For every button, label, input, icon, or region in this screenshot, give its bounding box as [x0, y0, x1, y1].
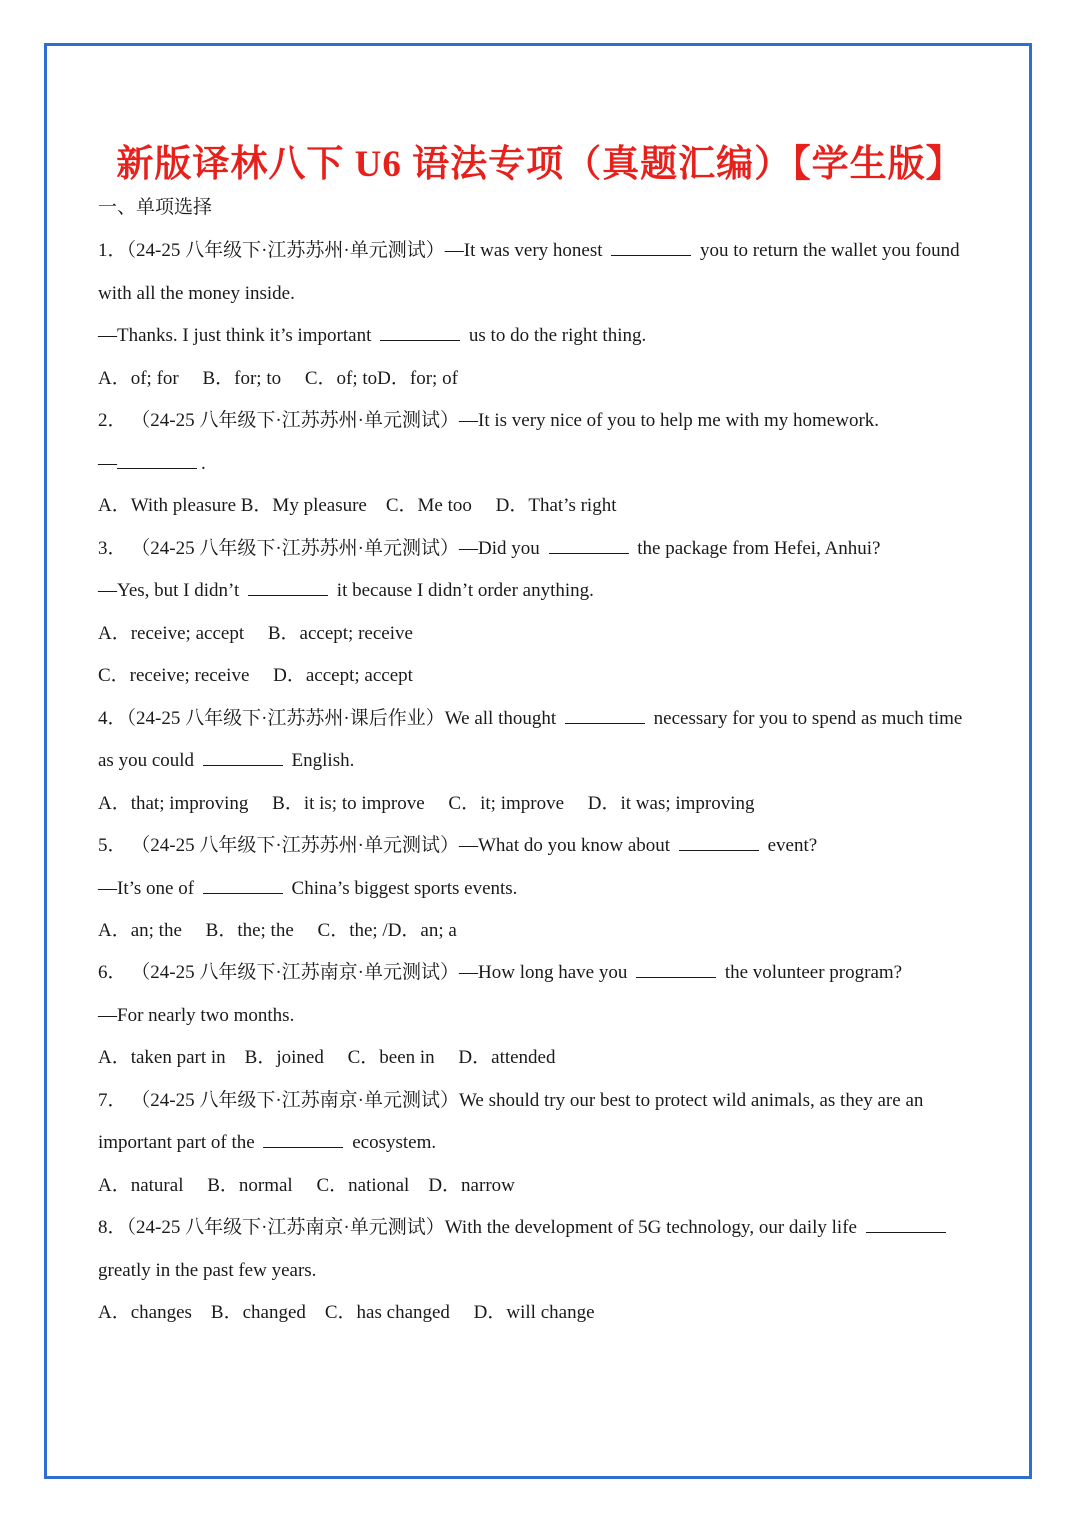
question-5-line-1: 5． （24-25 八年级下·江苏苏州·单元测试）—What do you know about event? — [98, 835, 818, 856]
answer-blank — [636, 961, 716, 978]
question-1-line-2: with all the money inside. — [98, 283, 295, 304]
question-7-line-2: important part of the ecosystem. — [98, 1132, 437, 1153]
answer-blank — [679, 834, 759, 851]
answer-blank — [380, 324, 460, 341]
question-2-line-2: — . — [98, 453, 206, 474]
question-3-line-2: —Yes, but I didn’t it because I didn’t order anything. — [98, 580, 594, 601]
answer-blank — [565, 707, 645, 724]
answer-blank — [611, 239, 691, 256]
answer-blank — [117, 452, 197, 469]
answer-blank — [203, 749, 283, 766]
answer-blank — [549, 537, 629, 554]
question-6-line-1: 6． （24-25 八年级下·江苏南京·单元测试）—How long have you the volunteer program? — [98, 962, 903, 983]
question-6-options: A．taken part in B．joined C．been in D．attended — [98, 1047, 556, 1068]
question-1-line-1: 1．（24-25 八年级下·江苏苏州·单元测试）—It was very honest you to return the wallet you found — [98, 240, 960, 261]
question-5-line-2: —It’s one of China’s biggest sports events. — [98, 878, 518, 899]
question-8-line-1: 8．（24-25 八年级下·江苏南京·单元测试）With the development of 5G technology, our daily life — [98, 1216, 950, 1240]
question-1-options: A．of; for B．for; to C．of; toD．for; of — [98, 368, 458, 389]
question-4-line-1: 4．（24-25 八年级下·江苏苏州·课后作业）We all thought necessary for you to spend as much time — [98, 708, 963, 729]
question-7-options: A．natural B．normal C．national D．narrow — [98, 1175, 515, 1196]
question-6-line-2: —For nearly two months. — [98, 1005, 295, 1026]
answer-blank — [263, 1131, 343, 1148]
question-3-line-1: 3． （24-25 八年级下·江苏苏州·单元测试）—Did you the package from Hefei, Anhui? — [98, 538, 881, 559]
answer-blank — [248, 579, 328, 596]
question-3-options-2: C．receive; receive D．accept; accept — [98, 665, 413, 686]
question-1-line-3: —Thanks. I just think it’s important us to do the right thing. — [98, 325, 647, 346]
page-title: 新版译林八下 U6 语法专项（真题汇编）【学生版】 — [116, 144, 964, 185]
question-7-line-1: 7． （24-25 八年级下·江苏南京·单元测试）We should try our best to protect wild animals, as they are an — [98, 1090, 924, 1111]
answer-blank — [866, 1216, 946, 1233]
question-2-options: A．With pleasure B．My pleasure C．Me too D．That’s right — [98, 495, 617, 516]
question-8-line-2: greatly in the past few years. — [98, 1260, 317, 1281]
section-heading: 一、单项选择 — [98, 197, 213, 218]
answer-blank — [203, 877, 283, 894]
question-4-line-2: as you could English. — [98, 750, 355, 771]
question-5-options: A．an; the B．the; the C．the; /D．an; a — [98, 920, 457, 941]
question-3-options-1: A．receive; accept B．accept; receive — [98, 623, 413, 644]
question-2-line-1: 2． （24-25 八年级下·江苏苏州·单元测试）—It is very nice of you to help me with my homework. — [98, 410, 880, 431]
question-4-options: A．that; improving B．it is; to improve C．it; improve D．it was; improving — [98, 793, 755, 814]
question-8-options: A．changes B．changed C．has changed D．will change — [98, 1302, 595, 1323]
